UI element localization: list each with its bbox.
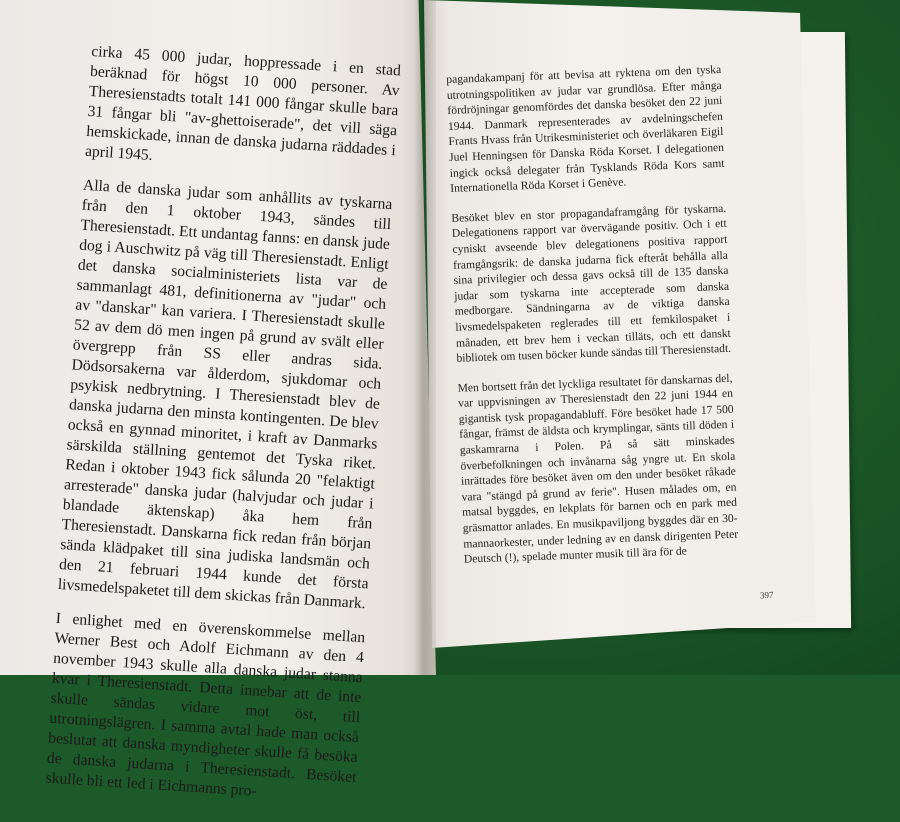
right-paragraph-3: Men bortsett från det lyckliga resultatet för danskarnas del, var uppvisningen av Theresienstadt den 22 juni 1944 en gigantisk tysk propagandabluff. Före besöket hade 17 500 fångar, främst de äldsta och krymplingar, sänts till döden i gaskamrarna i Polen. På så sätt minskades överbefolkningen och invånarna såg yngre ut. En skola inrättades före besöket även om den under besöket råkade vara "stängd på grund av ferie". Husen målades om, en matsal byggdes, en lekplats för barnen och en park med gräsmattor anlades. En musikpaviljong byggdes där en 30-mannaorkester, under ledning av en dansk dirigenten Peter Deutsch (!), spelade munter musik till ära för de xyxy=(457,371,739,566)
right-paragraph-2: Besöket blev en stor propagandaframgång för tyskarna. Delegationens rapport var övervägande positiv. Och i ett cyniskt avseende blev delegationens positiva rapport framgångsrik: de danska judarna fick efteråt behålla alla sina privilegier och dessa gavs också till de 135 danska judar som tyskarna inte accepterade som danska medborgare. Sändningarna av de viktiga danska livsmedelspaketen reglerades till ett femkilospaket i månaden, ett brev hem i veckan tilläts, och ett danskt bibliotek om tusen böcker kunde sändas till Theresienstadt. xyxy=(451,201,732,365)
left-paragraph-2: Alla de danska judar som anhållits av tyskarna från den 1 oktober 1943, sändes till Theresienstadt. Ett undantag fanns: en dansk jude dog i Auschwitz på väg till Theresienstadt. Enligt det danska socialministeriets lista var de sammanlagt 481, definitionerna av "judar" och av "danskar" kan variera. I Theresienstadt skulle 52 av dem dö men ingen på grund av svält eller övergrepp från SS eller andras sida. Dödsorsakerna var ålderdom, sjukdomar och psykisk nedbrytning. I Theresienstadt blev de danska judarna den minsta kontingenten. De blev också en gynnad minoritet, i kraft av Danmarks särskilda ställning gentemot det Tyska riket. Redan i oktober 1943 fick sålunda 20 "felaktigt arresterade" danska judar (halvjudar och judar i blandade äktenskap) åka hem från Theresienstadt. Danskarna fick redan från början sända klädpaket till sina judiska landsmän och den 21 februari 1944 kunde det första livsmedelspaketet till dem skickas från Danmark. xyxy=(57,176,393,613)
right-page-text xyxy=(446,62,739,582)
right-paragraph-1: pagandakampanj för att bevisa att ryktena om den tyska utrotningspolitiken av judar var grundlösa. Efter många fördröjningar genomfördes det danska besöket den 22 juni 1944. Danmark representerades av avdelningschefen Frants Hvass från Utrikesministeriet och överläkaren Eigil Juel Henningsen för Danska Röda Korset. I delegationen ingick också delegater från Tysklands Röda Kors samt Internationella Röda Korset i Genève. xyxy=(446,62,725,196)
page-number: 397 xyxy=(759,589,774,601)
left-paragraph-1: cirka 45 000 judar, hoppressade i en stad beräknad för högst 10 000 personer. Av Theresienstadts totalt 141 000 fångar skulle bara 31 fångar bli "av-ghettoiserade", det vill säga hemskickade, innan de danska judarna räddades i april 1945. xyxy=(84,42,402,165)
book-gutter xyxy=(414,0,436,675)
left-page-text xyxy=(44,42,401,822)
left-paragraph-3: I enlighet med en överenskommelse mellan Werner Best och Adolf Eichmann av den 4 november 1943 skulle alla danska judar stanna kvar i Theresienstadt. Detta innebar att de inte skulle sändas vidare mot öst, till utrotningslägren. I samma avtal hade man också beslutat att danska myndigheter skulle få besöka de danska judarna i Theresienstadt. Besöket skulle bli ett led i Eichmanns pro- xyxy=(45,609,366,800)
